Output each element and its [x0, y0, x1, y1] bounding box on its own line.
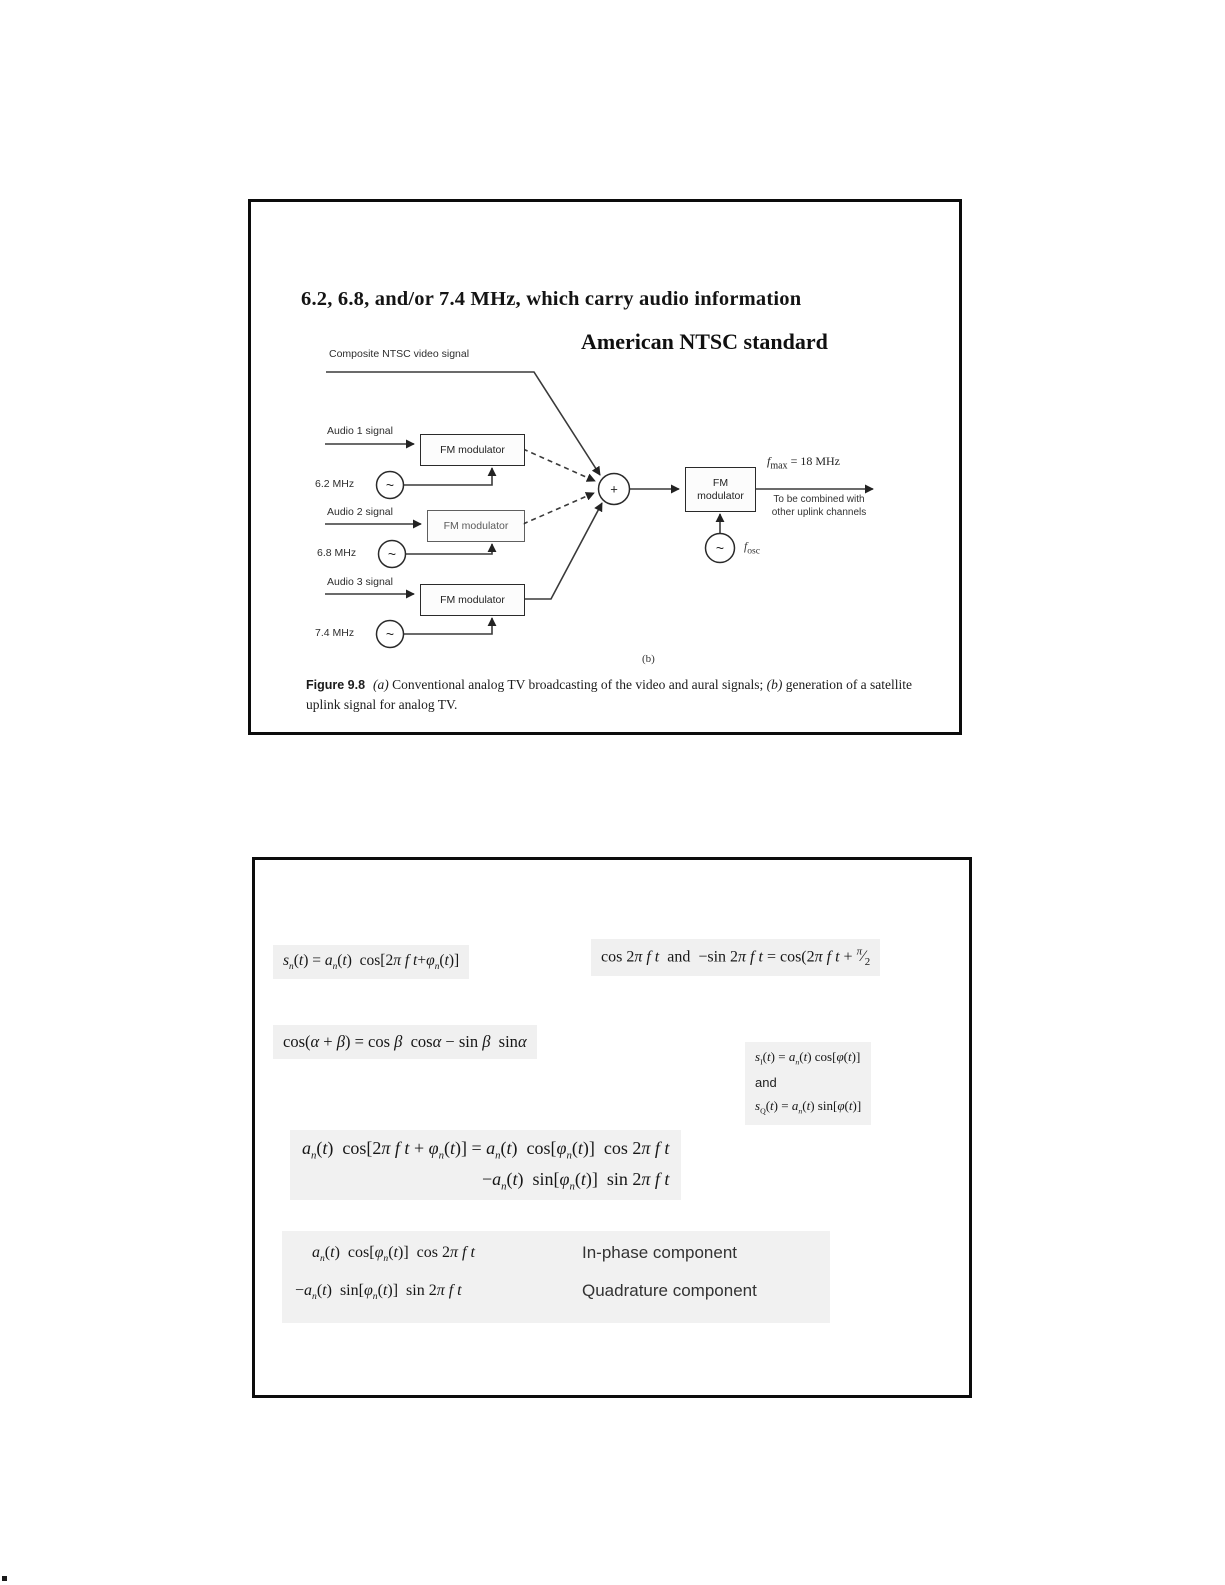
audio-2-label: Audio 2 signal [327, 506, 393, 518]
equation-si: $s_I(t) = a_n(t)$ cos[φ(t)] [755, 1049, 861, 1067]
equation-sq: $s_Q(t) = a_n(t)$ sin[φ(t)] [755, 1098, 862, 1117]
equation-cos-sin-identity: cos 2π f t and −sin 2π f t = cos(2π f $t + ^\pi⁄_2$ [591, 939, 880, 976]
osc-6-8mhz-label: 6.8 MHz [317, 547, 357, 559]
component-definitions-block [282, 1231, 830, 1323]
and-label: and [755, 1075, 777, 1091]
equation-expansion-line2: $-a_n(t)$ $\sin[\varphi_n(t)]$ sin 2π f t [481, 1168, 670, 1193]
figure-caption [306, 675, 930, 716]
output-note: To be combined with other uplink channels [771, 494, 867, 518]
sine-oscillator-icon: ~ [385, 626, 395, 642]
fm-modulator-1-box: FM modulator [420, 434, 525, 466]
slide1-title: 6.2, 6.8, and/or 7.4 MHz, which carry audio information [301, 288, 802, 310]
slide-analog-tv-diagram [248, 199, 962, 735]
quadrature-label: Quadrature component [582, 1281, 757, 1300]
figure-caption-number: Figure 9.8 [306, 678, 366, 692]
diagram-connector-lines [251, 202, 959, 732]
main-oscillator-label: $f_{osc}$ [744, 541, 760, 557]
equation-si-sq-block [745, 1042, 871, 1125]
part-b-label: (b) [642, 653, 655, 665]
audio-1-label: Audio 1 signal [327, 425, 393, 437]
scan-artifact-dot [2, 1576, 7, 1581]
sine-oscillator-icon: ~ [387, 546, 397, 562]
fm-modulator-2-box: FM modulator [427, 510, 525, 542]
sine-oscillator-icon: ~ [715, 540, 725, 556]
fm-modulator-3-box: FM modulator [420, 584, 525, 616]
sine-oscillator-icon: ~ [385, 477, 395, 493]
slide-inphase-quadrature [252, 857, 972, 1398]
osc-7-4mhz-label: 7.4 MHz [315, 627, 355, 639]
output-frequency-label: $f_{max} = 18$ MHz [767, 454, 840, 472]
osc-6-2mhz-label: 6.2 MHz [315, 478, 355, 490]
sum-junction-icon: + [610, 481, 618, 497]
equation-cos-sum-identity: cos(α + β) = cos β cosα − sin β sinα [273, 1025, 537, 1059]
inphase-label: In-phase component [582, 1243, 737, 1262]
quadrature-equation: $-a_n(t)$ $\sin[\varphi_n(t)]$ sin 2π f t [295, 1282, 462, 1303]
equation-expansion-line1: $a_n(t)$ cos[2π f $t + \varphi_n(t)] = a_n(t)$ $\cos[\varphi_n(t)]$ cos 2π f t [302, 1138, 670, 1162]
fm-modulator-main-box: FM modulator [685, 467, 756, 512]
audio-3-label: Audio 3 signal [327, 576, 393, 588]
equation-expansion-block [290, 1130, 681, 1200]
figure-caption-text: (a) Conventional analog TV broadcasting of the video and aural signals; (b) generation of a satellite uplink signal for analog TV. [306, 677, 913, 713]
equation-bandpass-signal: $s_n(t) = a_n(t)$ cos[2π f $t+\varphi_n(t)$] [273, 945, 469, 979]
composite-video-label: Composite NTSC video signal [329, 348, 470, 360]
inphase-equation: $a_n(t)$ $\cos[\varphi_n(t)]$ cos 2π f t [312, 1244, 475, 1265]
slide1-subtitle: American NTSC standard [581, 329, 828, 354]
